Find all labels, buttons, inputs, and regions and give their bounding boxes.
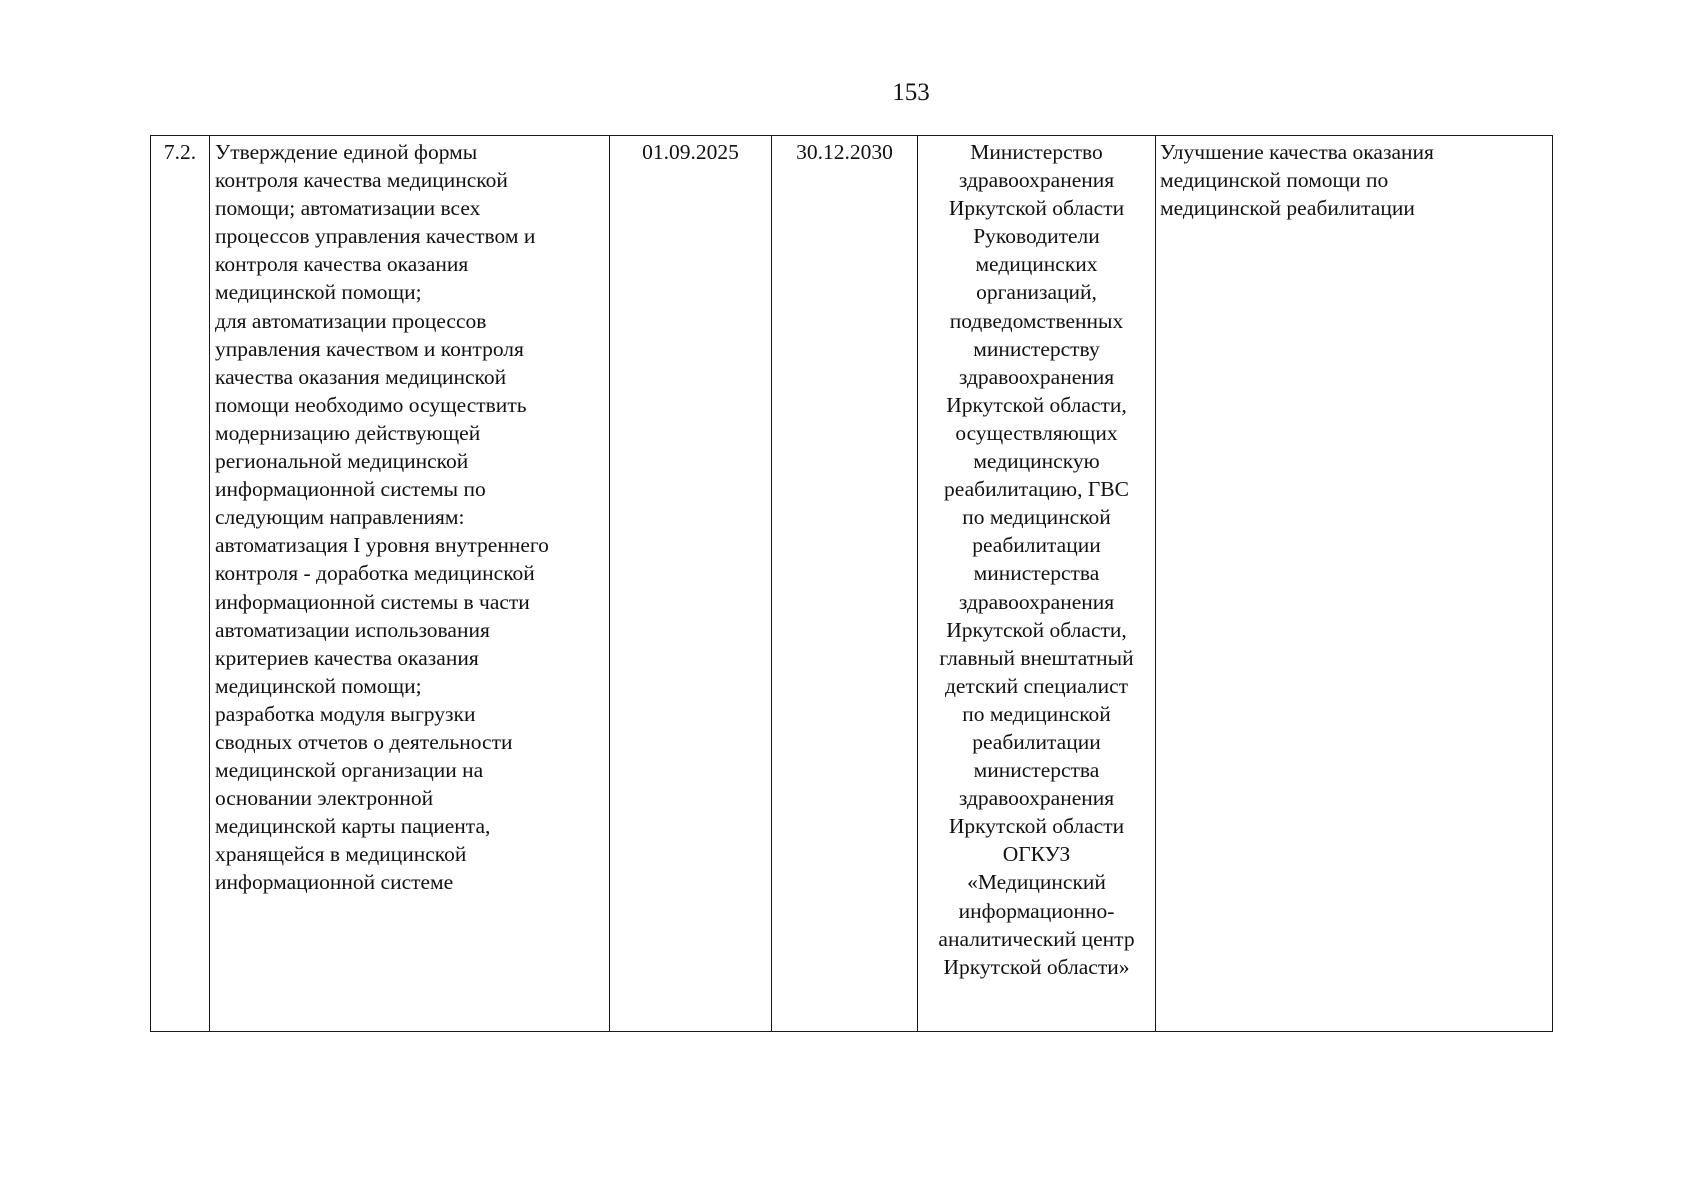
description-line: контроля - доработка медицинской (215, 561, 535, 586)
responsible-line: реабилитации (972, 533, 1101, 558)
responsible-line: детский специалист (944, 673, 1129, 698)
description-line: помощи; автоматизации всех (215, 196, 481, 221)
responsible-line: министерству (973, 336, 1100, 361)
description-line: медицинской карты пациента, (215, 814, 491, 839)
description-line: контроля качества оказания (215, 252, 469, 277)
description-line: контроля качества медицинской (215, 168, 508, 193)
page-number: 153 (892, 79, 930, 106)
description-line: региональной медицинской (215, 449, 469, 474)
responsible-line: ОГКУЗ (1002, 842, 1071, 867)
responsible-line: реабилитации (972, 729, 1101, 754)
responsible-line: Иркутской области (948, 814, 1125, 839)
description-line: хранящейся в медицинской (215, 842, 467, 867)
responsible-line: медицинских (975, 252, 1098, 277)
responsible-line: Иркутской области (948, 196, 1125, 221)
responsible-line: главный внештатный (939, 645, 1134, 670)
description-line: автоматизация I уровня внутреннего (215, 533, 549, 558)
responsible-line: медицинскую (973, 449, 1100, 474)
responsible-line: Иркутской области, (946, 392, 1127, 417)
responsible-text (921, 138, 1152, 981)
measures-table (150, 135, 1553, 1032)
description-line: информационной системы в части (215, 589, 530, 614)
description-line: критериев качества оказания (215, 645, 479, 670)
description-line: модернизацию действующей (215, 420, 481, 445)
item-number: 7.2. (163, 140, 197, 164)
description-line: автоматизации использования (215, 617, 490, 642)
responsible-line: министерства (973, 758, 1100, 783)
result-cell (1156, 136, 1553, 1032)
responsible-line: по медицинской (962, 701, 1111, 726)
description-line: медицинской помощи; (215, 673, 422, 698)
description-line: для автоматизации процессов (215, 308, 487, 333)
responsible-line: здравоохранения (958, 786, 1115, 811)
responsible-line: осуществляющих (955, 420, 1118, 445)
description-line: медицинской помощи; (215, 280, 422, 305)
responsible-line: здравоохранения (958, 168, 1115, 193)
description-cell (210, 136, 610, 1032)
responsible-line: министерства (973, 561, 1100, 586)
table-row (151, 136, 1553, 1032)
responsible-line: по медицинской (962, 505, 1111, 530)
end-date-cell (772, 136, 918, 1032)
responsible-line: Руководители (973, 224, 1100, 249)
result-line: медицинской помощи по (1160, 168, 1389, 193)
description-line: основании электронной (215, 786, 434, 811)
description-line: помощи необходимо осуществить (215, 392, 527, 417)
responsible-cell (918, 136, 1156, 1032)
description-line: Утверждение единой формы (215, 140, 478, 164)
start-date-cell (610, 136, 772, 1032)
responsible-line: подведомственных (949, 308, 1124, 333)
responsible-line: организаций, (976, 280, 1097, 305)
description-line: процессов управления качеством и (215, 224, 536, 249)
start-date: 01.09.2025 (642, 140, 739, 164)
responsible-line: здравоохранения (958, 364, 1115, 389)
description-line: информационной системы по (215, 477, 486, 502)
result-line: медицинской реабилитации (1160, 196, 1415, 221)
description-line: следующим направлениям: (215, 505, 465, 530)
responsible-line: реабилитацию, ГВС (944, 477, 1129, 502)
description-line: сводных отчетов о деятельности (215, 729, 513, 754)
description-text (215, 138, 607, 897)
responsible-line: здравоохранения (958, 589, 1115, 614)
description-line: управления качеством и контроля (215, 336, 524, 361)
responsible-line: Министерство (970, 140, 1103, 164)
responsible-line: информационно- (958, 898, 1115, 923)
description-line: разработка модуля выгрузки (215, 701, 476, 726)
description-line: качества оказания медицинской (215, 364, 507, 389)
description-line: медицинской организации на (215, 758, 484, 783)
item-number-cell (151, 136, 210, 1032)
responsible-line: аналитический центр (938, 926, 1135, 951)
responsible-line: «Медицинский (967, 870, 1106, 895)
end-date: 30.12.2030 (796, 140, 893, 164)
responsible-line: Иркутской области, (946, 617, 1127, 642)
description-line: информационной системе (215, 870, 454, 895)
responsible-line: Иркутской области» (943, 954, 1130, 979)
expected-result-text (1160, 138, 1548, 222)
result-line: Улучшение качества оказания (1160, 140, 1434, 164)
